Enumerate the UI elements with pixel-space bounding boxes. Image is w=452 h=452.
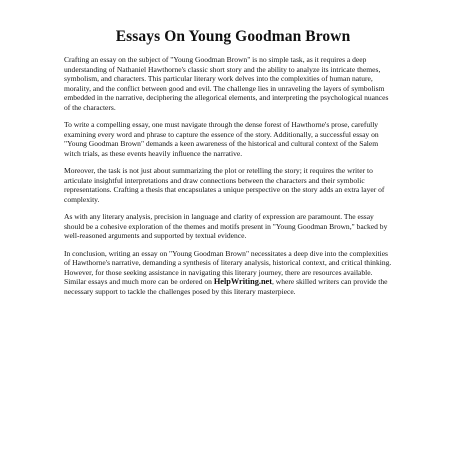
helpwriting-link[interactable]: HelpWriting.net	[213, 277, 272, 286]
conclusion-text-end: , where skilled writers can provide the necessary support to tackle the challenges posed by this literary masterpiece.	[64, 277, 388, 296]
body-paragraph-1: Crafting an essay on the subject of "Young Goodman Brown" is no simple task, as it requires a deep understanding of Nathaniel Hawthorne's classic short story and the ability to analyze its intricate themes, symbolism, and characters. This particular literary work delves into the complexities of human nature, morality, and the conflict between good and evil. The challenge lies in unraveling the layers of symbolism embedded in the narrative, deciphering the allegorical elements, and interpreting the psychological nuances of the characters.	[64, 55, 389, 112]
body-paragraph-4: As with any literary analysis, precision in language and clarity of expression are paramount. The essay should be a cohesive exploration of the themes and motifs present in "Young Goodman Brown," backed by well-reasoned arguments and supported by textual evidence.	[64, 212, 388, 240]
body-paragraph-3: Moreover, the task is not just about summarizing the plot or retelling the story; it requires the writer to articulate insightful interpretations and draw connections between the characters and their symbolic representations. Crafting a thesis that encapsulates a unique perspective on the story adds an extra layer of complexity.	[64, 166, 385, 204]
conclusion-text: In conclusion, writing an essay on "Young Goodman Brown" necessitates a deep dive into the complexities of Hawthorne's narrative, demanding a synthesis of literary analysis, historical context, and critical thinking. However, for those seeking assistance in navigating this literary journey, there are resources available. Similar essays and much more can be ordered on	[64, 248, 392, 286]
conclusion-paragraph	[64, 249, 394, 297]
body-paragraph-2: To write a compelling essay, one must navigate through the dense forest of Hawthorne's prose, carefully examining every word and phrase to capture the essence of the story. Additionally, a successful essay on "Young Goodman Brown" demands a keen awareness of the historical and cultural context of the Salem witch trials, as these events heavily influence the narrative.	[64, 120, 379, 158]
document-page	[64, 28, 394, 304]
page-title: Essays On Young Goodman Brown	[115, 28, 351, 45]
